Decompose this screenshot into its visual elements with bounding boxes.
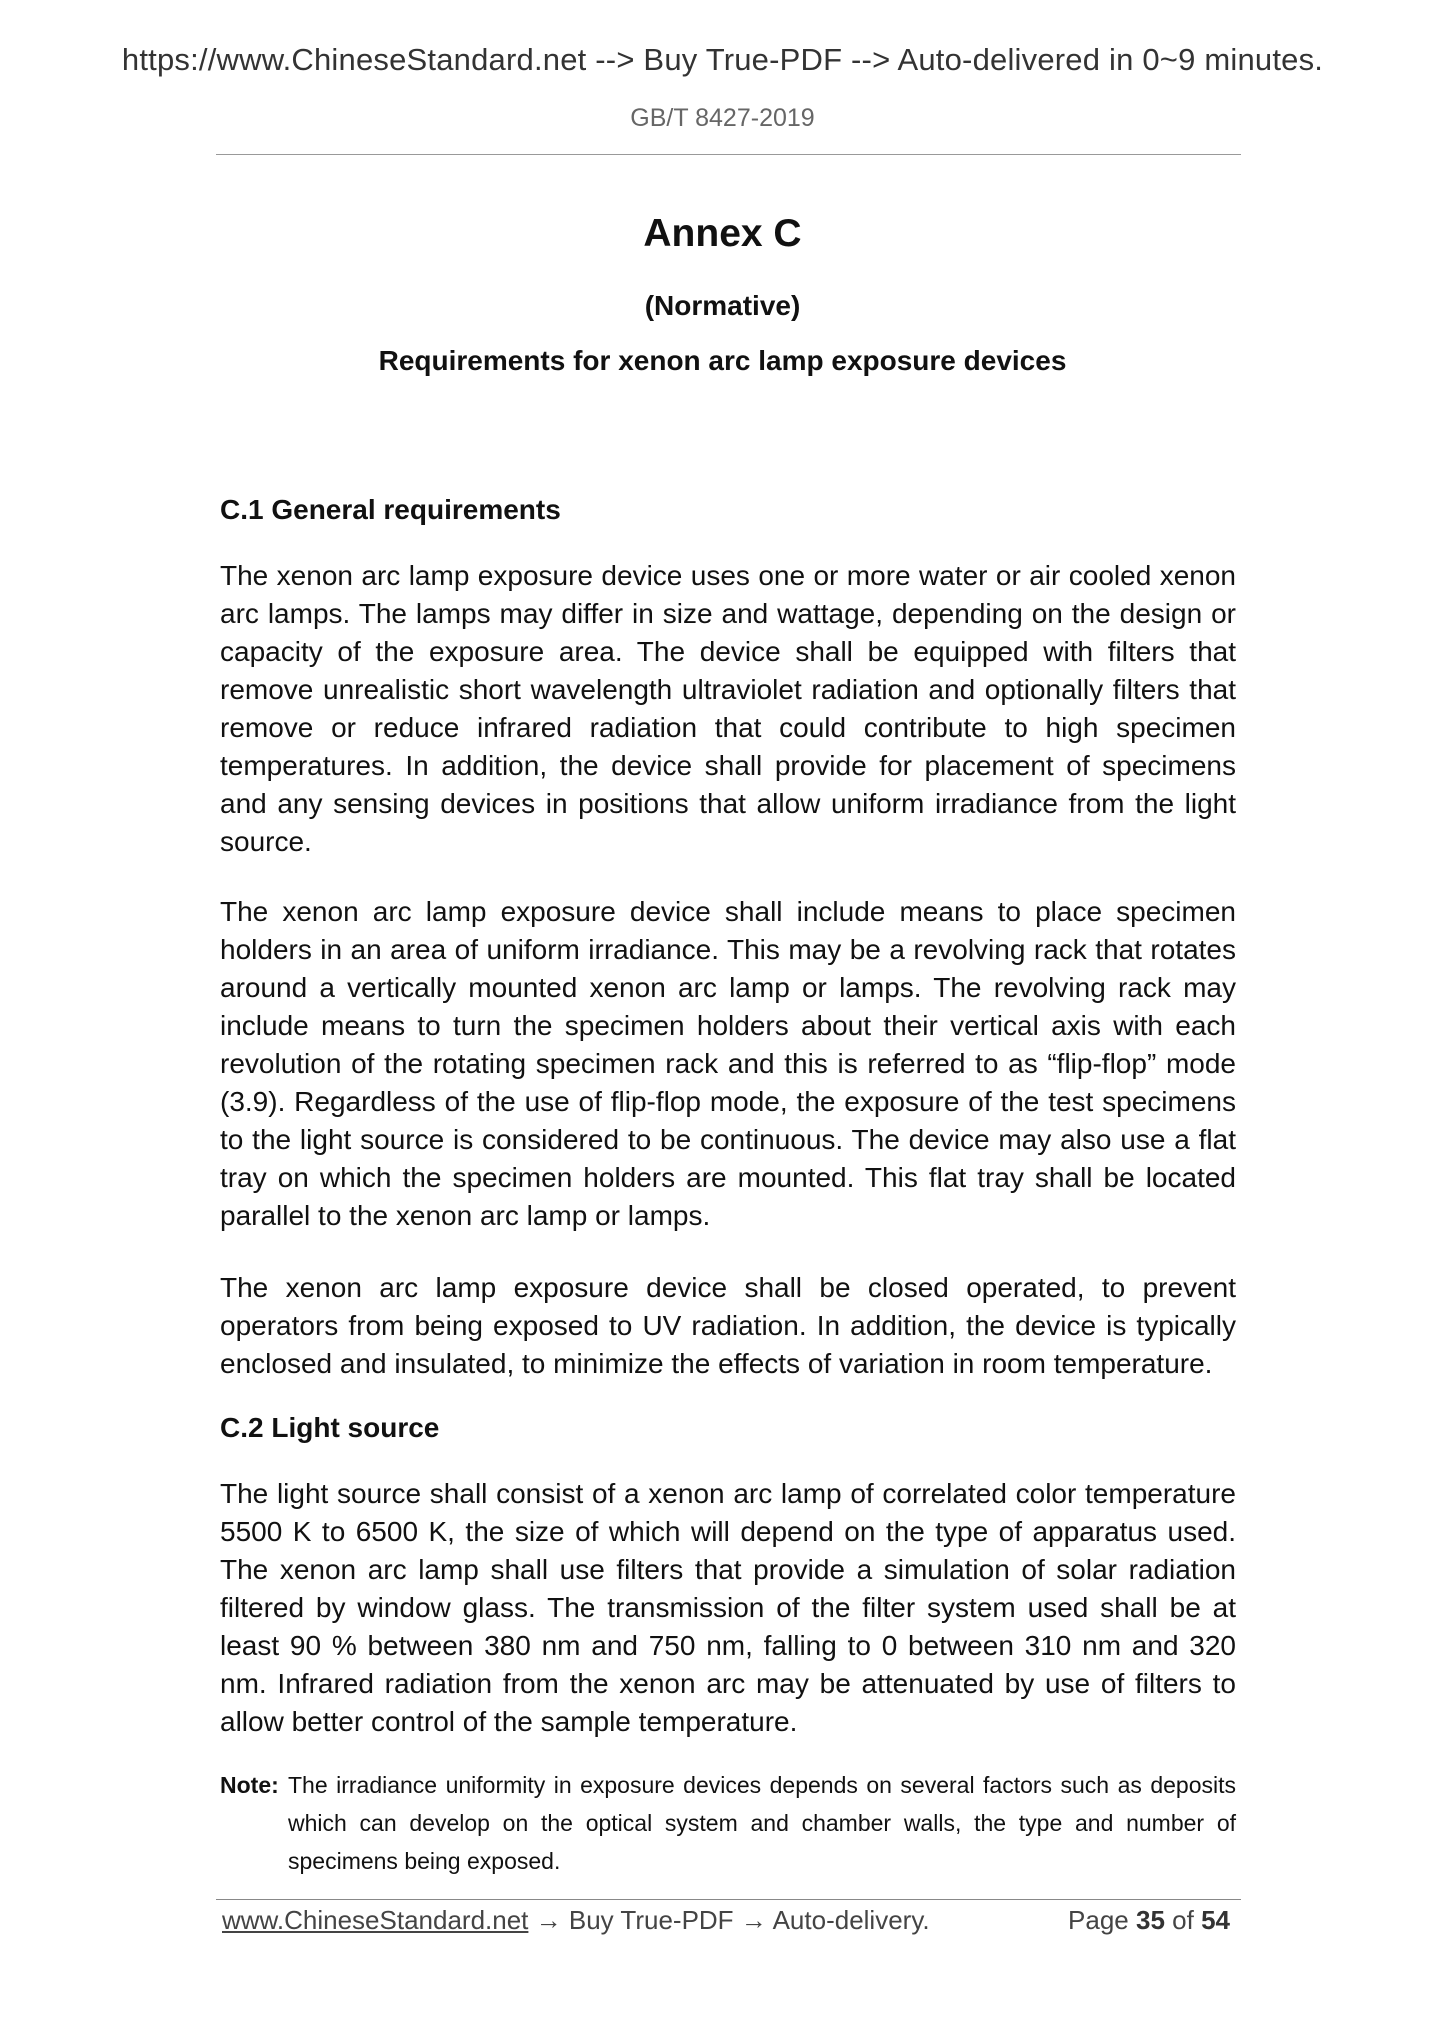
section-general-requirements-body-3 xyxy=(220,1269,1236,1383)
section-light-source-body xyxy=(220,1475,1236,1741)
standard-code: GB/T 8427-2019 xyxy=(630,104,815,132)
footer-delivery-text: Auto-delivery. xyxy=(772,1905,930,1935)
arrow-icon: → xyxy=(528,1905,569,1935)
note-text: The irradiance uniformity in exposure devices depends on several factors such as deposits which can develop on the optical system and chamber walls, the type and number of specimens being exposed. xyxy=(288,1772,1236,1874)
top-banner: https://www.ChineseStandard.net --> Buy True-PDF --> Auto-delivered in 0~9 minutes. xyxy=(121,42,1324,77)
footer-buy-text: Buy True-PDF xyxy=(568,1905,734,1935)
page-label: Page xyxy=(1068,1905,1129,1935)
footer xyxy=(222,1905,1238,1941)
page-indicator xyxy=(1068,1905,1230,1936)
paragraph: The light source shall consist of a xenon arc lamp of correlated color temperature 5500 K to 6500 K, the size of which will depend on the type of apparatus used. The xenon arc lamp shall use filters that provide a simulation of solar radiation filtered by window glass. The transmission of the filter system used shall be at least 90 % between 380 nm and 750 nm, falling to 0 between 310 nm and 320 nm. Infrared radiation from the xenon arc may be attenuated by use of filters to allow better control of the sample temperature. xyxy=(220,1478,1236,1737)
total-pages: 54 xyxy=(1201,1905,1230,1935)
arrow-icon: → xyxy=(733,1905,773,1935)
section-heading-light-source: C.2 Light source xyxy=(220,1412,440,1443)
section-heading-general-requirements: C.1 General requirements xyxy=(220,494,561,525)
section-general-requirements-body xyxy=(220,557,1236,861)
of-label: of xyxy=(1172,1905,1194,1935)
paragraph: The xenon arc lamp exposure device shall be closed operated, to prevent operators from being exposed to UV radiation. In addition, the device is typically enclosed and insulated, to minimize the effects of variation in room temperature. xyxy=(220,1272,1236,1379)
annex-type: (Normative) xyxy=(644,290,801,321)
note-label: Note: xyxy=(220,1772,279,1798)
footer-link[interactable]: www.ChineseStandard.net xyxy=(222,1905,529,1935)
paragraph: The xenon arc lamp exposure device shall include means to place specimen holders in an area of uniform irradiance. This may be a revolving rack that rotates around a vertically mounted xenon arc lamp or lamps. The revolving rack may include means to turn the specimen holders about their vertical axis with each revolution of the rotating specimen rack and this is referred to as “flip-flop” mode (3.9). Regardless of the use of flip-flop mode, the exposure of the test specimens to the light source is considered to be continuous. The device may also use a flat tray on which the specimen holders are mounted. This flat tray shall be located parallel to the xenon arc lamp or lamps. xyxy=(220,896,1236,1231)
page-number: 35 xyxy=(1136,1905,1165,1935)
header-divider xyxy=(216,154,1241,155)
paragraph: The xenon arc lamp exposure device uses one or more water or air cooled xenon arc lamps. The lamps may differ in size and wattage, depending on the design or capacity of the exposure area. The device shall be equipped with filters that remove unrealistic short wavelength ultraviolet radiation and optionally filters that remove or reduce infrared radiation that could contribute to high specimen temperatures. In addition, the device shall provide for placement of specimens and any sensing devices in positions that allow uniform irradiance from the light source. xyxy=(220,560,1236,857)
note xyxy=(220,1766,1236,1880)
annex-title: Annex C xyxy=(643,212,802,255)
section-general-requirements-body-2 xyxy=(220,893,1236,1235)
footer-divider xyxy=(216,1899,1241,1900)
annex-subtitle: Requirements for xenon arc lamp exposure devices xyxy=(378,345,1067,376)
